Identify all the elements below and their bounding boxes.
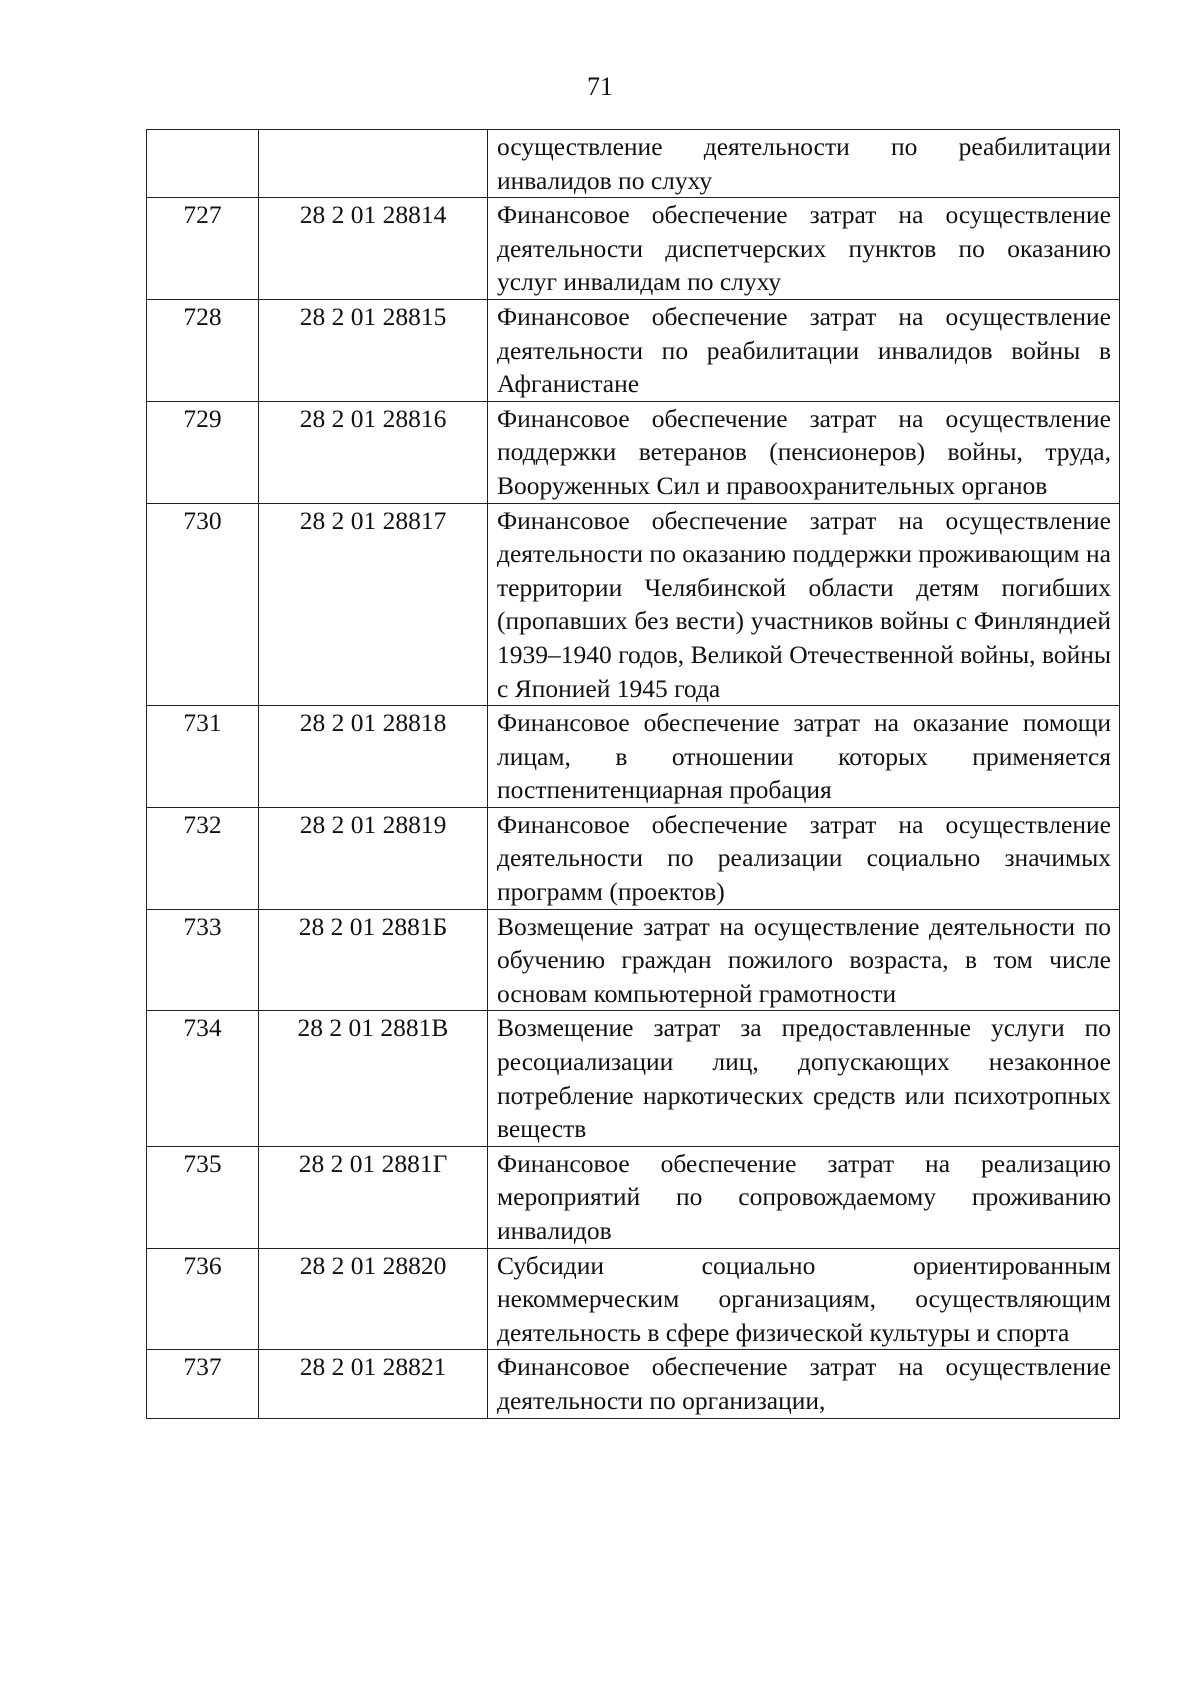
row-description <box>488 198 1120 300</box>
row-description-text: Финансовое обеспечение затрат на осуществление деятельности по реабилитации инвалидов войны в Афганистане <box>497 301 1111 399</box>
row-description-text: Возмещение затрат на осуществление деятельности по обучению граждан пожилого возраста, в том числе основам компьютерной грамотности <box>497 911 1111 1008</box>
row-description-text: Финансовое обеспечение затрат на оказание помощи лицам, в отношении которых применяется постпенитенциарная пробация <box>497 708 1111 805</box>
budget-classification-table <box>146 129 1120 1419</box>
row-description-text: Возмещение затрат за предоставленные услуги по ресоциализации лиц, допускающих незаконное потребление наркотических средств или психотропных веществ <box>497 1013 1111 1144</box>
table-row <box>147 1248 1120 1350</box>
row-description <box>488 130 1120 198</box>
row-number: 737 <box>147 1350 259 1418</box>
row-description <box>488 807 1120 909</box>
page-number: 71 <box>587 72 613 101</box>
row-code: 28 2 01 28816 <box>259 401 488 503</box>
row-description <box>488 299 1120 401</box>
table-row <box>147 299 1120 401</box>
row-code: 28 2 01 2881Г <box>259 1146 488 1248</box>
row-description-text: Субсидии социально ориентированным некоммерческим организациям, осуществляющим деятельность в сфере физической культуры и спорта <box>497 1250 1111 1347</box>
row-number: 727 <box>147 198 259 300</box>
row-number: 733 <box>147 909 259 1011</box>
table-row <box>147 1146 1120 1248</box>
row-description-text: Финансовое обеспечение затрат на осуществление деятельности по организации, <box>497 1352 1111 1415</box>
row-description <box>488 1146 1120 1248</box>
table-row <box>147 130 1120 198</box>
row-description-text: Финансовое обеспечение затрат на осуществление поддержки ветеранов (пенсионеров) войны, труда, Вооруженных Сил и правоохранительных органов <box>497 403 1111 500</box>
row-code: 28 2 01 28815 <box>259 299 488 401</box>
table-row <box>147 401 1120 503</box>
row-code: 28 2 01 28820 <box>259 1248 488 1350</box>
row-number: 736 <box>147 1248 259 1350</box>
row-code: 28 2 01 28821 <box>259 1350 488 1418</box>
row-description <box>488 401 1120 503</box>
row-description <box>488 706 1120 808</box>
table-row <box>147 503 1120 706</box>
table-row <box>147 807 1120 909</box>
table-row <box>147 1011 1120 1146</box>
row-description-text: Финансовое обеспечение затрат на осуществление деятельности по реализации социально значимых программ (проектов) <box>497 809 1111 907</box>
row-description-text: Финансовое обеспечение затрат на реализацию мероприятий по сопровождаемому проживанию инвалидов <box>497 1148 1111 1245</box>
row-code: 28 2 01 2881Б <box>259 909 488 1011</box>
row-description <box>488 909 1120 1011</box>
table-row <box>147 909 1120 1011</box>
row-code <box>259 130 488 198</box>
row-number: 735 <box>147 1146 259 1248</box>
row-code: 28 2 01 28814 <box>259 198 488 300</box>
table-row <box>147 706 1120 808</box>
table-row <box>147 198 1120 300</box>
row-number: 729 <box>147 401 259 503</box>
row-number: 732 <box>147 807 259 909</box>
row-description-text: Финансовое обеспечение затрат на осуществление деятельности диспетчерских пунктов по оказанию услуг инвалидам по слуху <box>497 200 1111 297</box>
row-description-text: осуществление деятельности по реабилитации инвалидов по слуху <box>497 132 1111 195</box>
row-code: 28 2 01 28818 <box>259 706 488 808</box>
row-code: 28 2 01 28819 <box>259 807 488 909</box>
row-number: 728 <box>147 299 259 401</box>
row-description <box>488 1011 1120 1146</box>
row-description <box>488 1248 1120 1350</box>
row-code: 28 2 01 2881В <box>259 1011 488 1146</box>
row-description <box>488 1350 1120 1418</box>
row-number: 731 <box>147 706 259 808</box>
table-row <box>147 1350 1120 1418</box>
row-description <box>488 503 1120 706</box>
row-description-text: Финансовое обеспечение затрат на осуществление деятельности по оказанию поддержки проживающим на территории Челябинской области детям погибших (пропавших без вести) участников войны с Финляндией 1939–1940 годов, Великой Отечественной войны, войны с Японией 1945 года <box>497 505 1111 703</box>
row-number <box>147 130 259 198</box>
row-number: 730 <box>147 503 259 706</box>
row-code: 28 2 01 28817 <box>259 503 488 706</box>
row-number: 734 <box>147 1011 259 1146</box>
